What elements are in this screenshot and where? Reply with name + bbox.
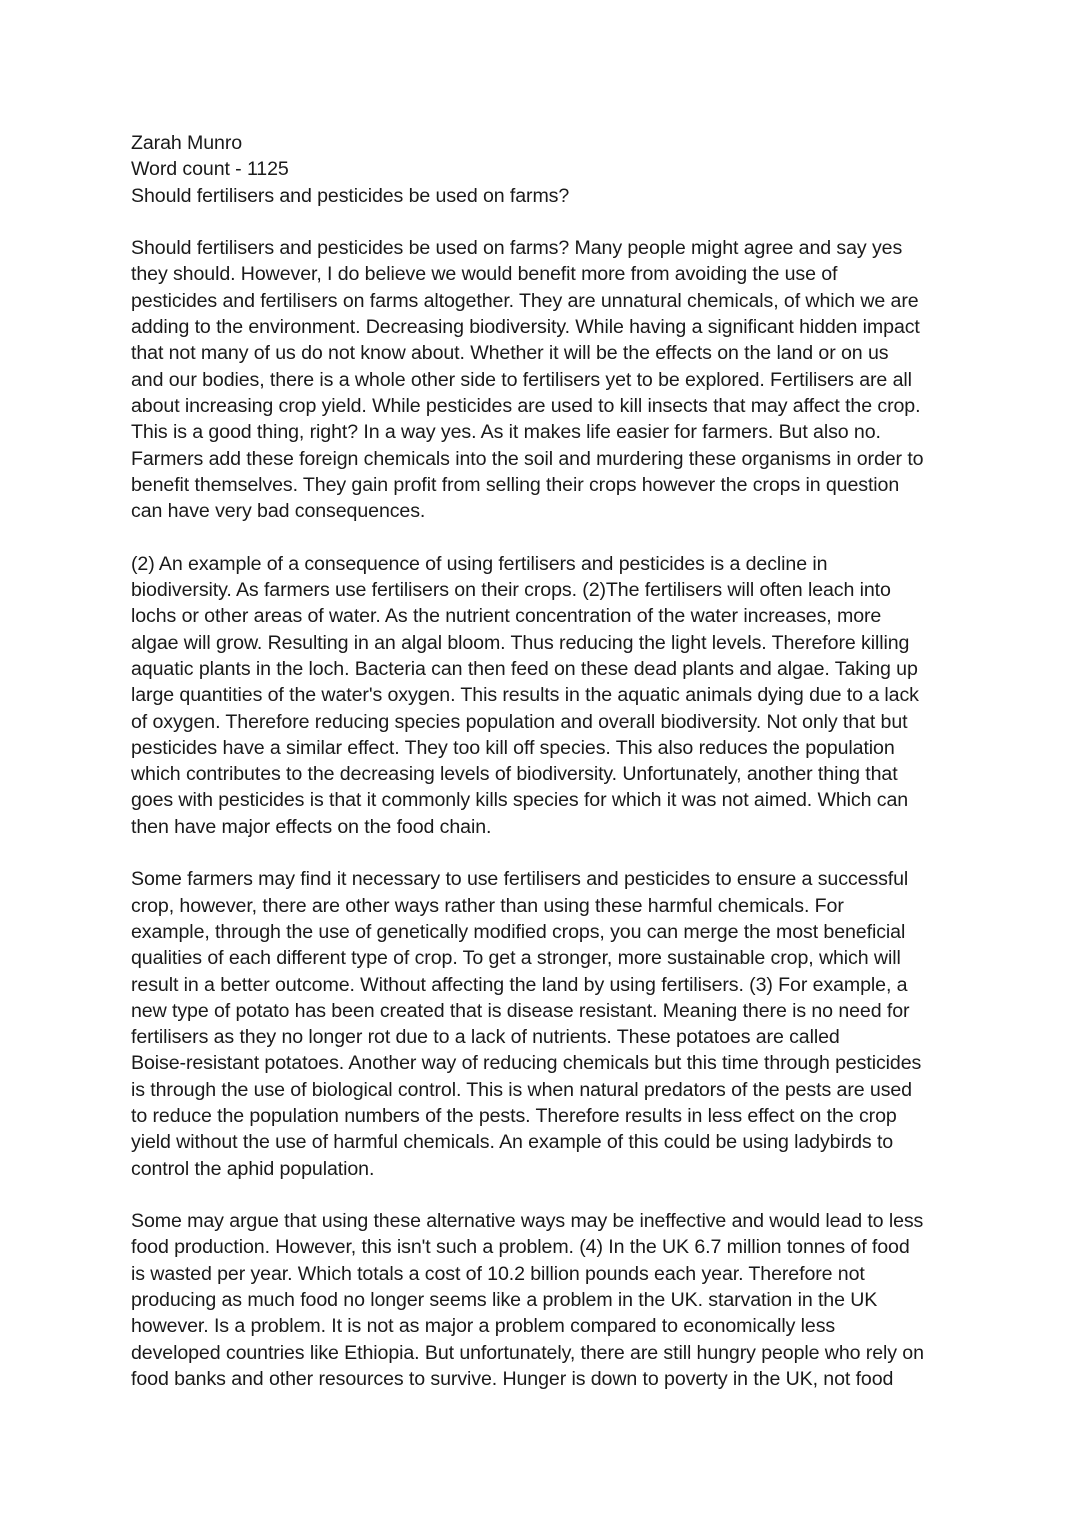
paragraph-line: aquatic plants in the loch. Bacteria can then feed on these dead plants and algae. Taking up	[131, 657, 918, 680]
paragraph-introduction	[131, 235, 991, 524]
paragraph-line: yield without the use of harmful chemicals. An example of this could be using ladybirds to	[131, 1131, 894, 1154]
paragraph-line: result in a better outcome. Without affecting the land by using fertilisers. (3) For example, a	[131, 973, 908, 996]
paragraph-line: developed countries like Ethiopia. But unfortunately, there are still hungry people who rely on	[131, 1341, 924, 1364]
author-name: Zarah Munro	[131, 132, 243, 154]
paragraph-line: then have major effects on the food chain.	[131, 815, 492, 838]
paragraph-line: Some may argue that using these alternative ways may be ineffective and would lead to less	[131, 1210, 924, 1233]
paragraph-line: adding to the environment. Decreasing biodiversity. While having a significant hidden impact	[131, 316, 920, 339]
paragraph-line: however. Is a problem. It is not as major a problem compared to economically less	[131, 1315, 836, 1338]
paragraph-line: food production. However, this isn't such a problem. (4) In the UK 6.7 million tonnes of food	[131, 1236, 910, 1259]
paragraph-line: large quantities of the water's oxygen. This results in the aquatic animals dying due to a lack	[131, 684, 919, 707]
essay-title: Should fertilisers and pesticides be used on farms?	[131, 184, 570, 207]
paragraph-line: lochs or other areas of water. As the nutrient concentration of the water increases, more	[131, 605, 882, 628]
paragraph-line: which contributes to the decreasing levels of biodiversity. Unfortunately, another thing that	[131, 763, 898, 786]
paragraph-line: they should. However, I do believe we would benefit more from avoiding the use of	[131, 263, 838, 286]
paragraph-line: pesticides have a similar effect. They too kill off species. This also reduces the population	[131, 736, 895, 759]
paragraph-line: fertilisers as they no longer rot due to a lack of nutrients. These potatoes are called	[131, 1026, 840, 1049]
paragraph-line: Should fertilisers and pesticides be used on farms? Many people might agree and say yes	[131, 237, 903, 260]
paragraph-biodiversity	[131, 551, 991, 840]
paragraph-line: about increasing crop yield. While pesticides are used to kill insects that may affect the crop.	[131, 394, 921, 417]
paragraph-counterargument	[131, 1208, 991, 1392]
paragraph-line: crop, however, there are other ways rather than using these harmful chemicals. For	[131, 894, 844, 917]
paragraph-line: algae will grow. Resulting in an algal bloom. Thus reducing the light levels. Therefore killing	[131, 631, 910, 654]
paragraph-line: of oxygen. Therefore reducing species population and overall biodiversity. Not only that but	[131, 710, 908, 733]
document-page	[131, 130, 991, 1419]
paragraph-line: qualities of each different type of crop. To get a stronger, more sustainable crop, which will	[131, 947, 901, 970]
paragraph-alternatives	[131, 866, 991, 1182]
paragraph-line: This is a good thing, right? In a way yes. As it makes life easier for farmers. But also no.	[131, 421, 881, 444]
paragraph-line: new type of potato has been created that is disease resistant. Meaning there is no need for	[131, 999, 910, 1022]
document-header	[131, 130, 991, 209]
paragraph-line: benefit themselves. They gain profit from selling their crops however the crops in question	[131, 473, 900, 496]
paragraph-line: and our bodies, there is a whole other side to fertilisers yet to be explored. Fertilisers are all	[131, 368, 912, 391]
paragraph-line: biodiversity. As farmers use fertilisers on their crops. (2)The fertilisers will often leach into	[131, 579, 891, 602]
paragraph-line: Farmers add these foreign chemicals into the soil and murdering these organisms in order to	[131, 447, 924, 470]
paragraph-line: goes with pesticides is that it commonly kills species for which it was not aimed. Which can	[131, 789, 909, 812]
paragraph-line: control the aphid population.	[131, 1157, 375, 1180]
paragraph-line: is wasted per year. Which totals a cost of 10.2 billion pounds each year. Therefore not	[131, 1262, 865, 1285]
paragraph-line: pesticides and fertilisers on farms altogether. They are unnatural chemicals, of which we are	[131, 289, 919, 312]
paragraph-line: producing as much food no longer seems like a problem in the UK. starvation in the UK	[131, 1289, 878, 1312]
paragraph-line: food banks and other resources to survive. Hunger is down to poverty in the UK, not food	[131, 1367, 894, 1390]
paragraph-line: that not many of us do not know about. Whether it will be the effects on the land or on us	[131, 342, 889, 365]
paragraph-line: to reduce the population numbers of the pests. Therefore results in less effect on the crop	[131, 1104, 897, 1127]
paragraph-line: Boise-resistant potatoes. Another way of reducing chemicals but this time through pesticides	[131, 1052, 922, 1075]
paragraph-line: example, through the use of genetically modified crops, you can merge the most beneficial	[131, 920, 906, 943]
word-count: Word count - 1125	[131, 158, 289, 181]
paragraph-line: is through the use of biological control. This is when natural predators of the pests are used	[131, 1078, 912, 1101]
paragraph-line: Some farmers may find it necessary to use fertilisers and pesticides to ensure a successful	[131, 868, 909, 891]
paragraph-line: (2) An example of a consequence of using fertilisers and pesticides is a decline in	[131, 552, 828, 575]
paragraph-line: can have very bad consequences.	[131, 500, 426, 523]
